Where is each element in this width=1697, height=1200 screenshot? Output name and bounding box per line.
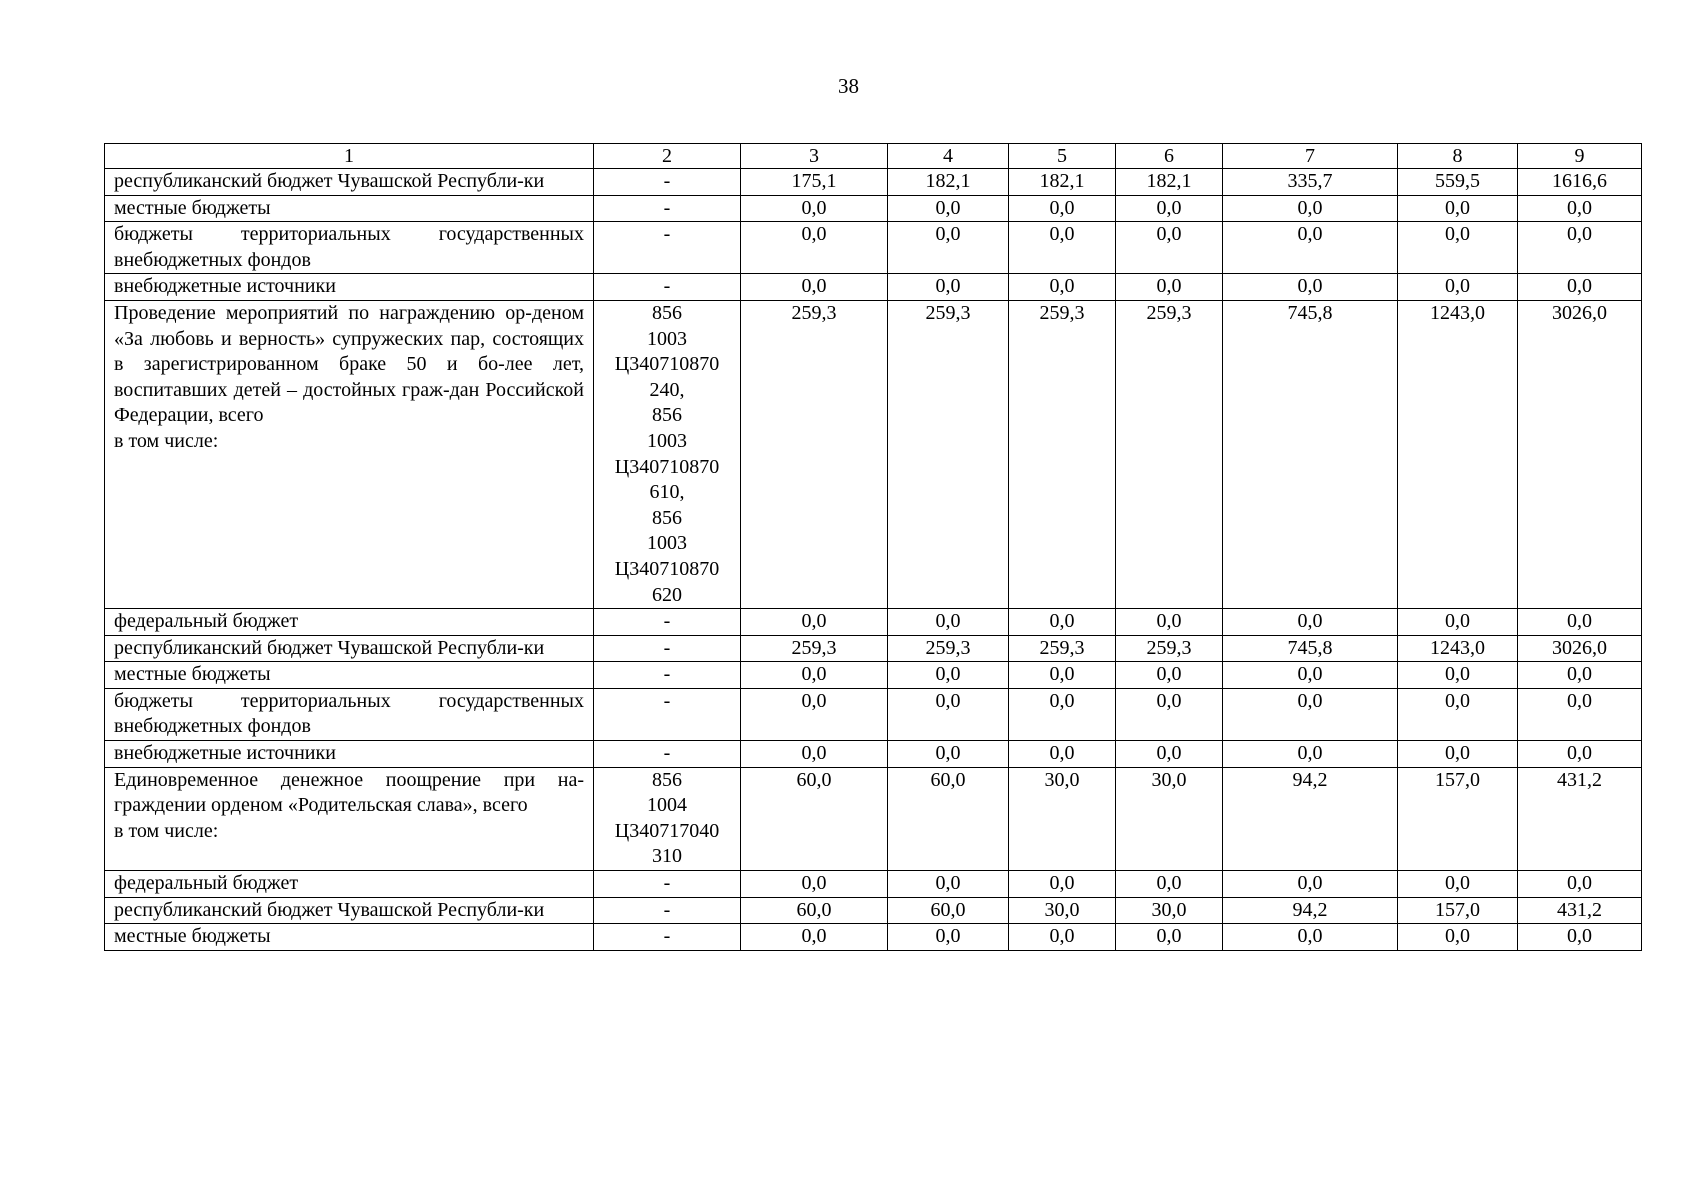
row-value-cell: 0,0 xyxy=(741,195,888,222)
row-name-cell xyxy=(105,609,594,636)
row-name-cell xyxy=(105,274,594,301)
column-header: 8 xyxy=(1398,144,1518,169)
row-value-cell: 60,0 xyxy=(888,767,1009,870)
row-code-line: - xyxy=(663,223,671,246)
row-value-cell: 259,3 xyxy=(1009,300,1116,608)
row-value-cell: 0,0 xyxy=(741,609,888,636)
row-name-text: в том числе: xyxy=(114,429,219,452)
row-name-text: Единовременное денежное поощрение при на-граждении орденом «Родительская слава», всего xyxy=(114,768,584,817)
row-value-cell: 0,0 xyxy=(1518,274,1642,301)
row-value-cell: 0,0 xyxy=(1398,274,1518,301)
row-value-cell: 60,0 xyxy=(888,897,1009,924)
row-code-cell xyxy=(594,609,741,636)
row-code-cell xyxy=(594,274,741,301)
row-value-cell: 0,0 xyxy=(1518,871,1642,898)
row-code-line: - xyxy=(663,636,671,659)
row-value-cell: 0,0 xyxy=(1116,924,1223,951)
row-code-cell xyxy=(594,635,741,662)
row-code-line: - xyxy=(663,872,671,895)
row-value-cell: 3026,0 xyxy=(1518,635,1642,662)
row-value-cell: 0,0 xyxy=(1009,741,1116,768)
row-code-line: - xyxy=(663,196,671,219)
row-value-cell: 3026,0 xyxy=(1518,300,1642,608)
table-row xyxy=(105,897,1642,924)
row-name-text: бюджеты территориальных государственных внебюджетных фондов xyxy=(114,223,584,271)
row-name-cell xyxy=(105,871,594,898)
row-value-cell: 182,1 xyxy=(1116,169,1223,196)
row-code-line: - xyxy=(663,925,671,948)
row-name-text: федеральный бюджет xyxy=(114,872,299,895)
row-code-line: 240, xyxy=(649,378,685,401)
row-code-cell xyxy=(594,662,741,689)
row-code-line: Ц340710870 xyxy=(614,353,720,376)
table-row xyxy=(105,688,1642,740)
row-code-line: 856 xyxy=(652,301,682,324)
column-header: 7 xyxy=(1223,144,1398,169)
row-value-cell: 0,0 xyxy=(741,741,888,768)
row-value-cell: 431,2 xyxy=(1518,897,1642,924)
row-value-cell: 0,0 xyxy=(741,924,888,951)
table-row xyxy=(105,871,1642,898)
row-value-cell: 0,0 xyxy=(741,688,888,740)
row-value-cell: 0,0 xyxy=(1518,222,1642,274)
row-name-text: внебюджетные источники xyxy=(114,742,336,765)
row-value-cell: 259,3 xyxy=(1009,635,1116,662)
row-value-cell: 1616,6 xyxy=(1518,169,1642,196)
row-value-cell: 431,2 xyxy=(1518,767,1642,870)
row-value-cell: 30,0 xyxy=(1009,767,1116,870)
row-value-cell: 0,0 xyxy=(1518,195,1642,222)
row-code-cell xyxy=(594,767,741,870)
row-code-cell xyxy=(594,169,741,196)
row-name-cell xyxy=(105,662,594,689)
row-value-cell: 259,3 xyxy=(888,300,1009,608)
row-value-cell: 0,0 xyxy=(1223,871,1398,898)
row-value-cell: 0,0 xyxy=(741,662,888,689)
row-code-cell xyxy=(594,688,741,740)
column-header: 3 xyxy=(741,144,888,169)
table-row xyxy=(105,274,1642,301)
row-value-cell: 0,0 xyxy=(888,609,1009,636)
row-value-cell: 0,0 xyxy=(1116,274,1223,301)
row-value-cell: 0,0 xyxy=(1116,222,1223,274)
row-name-cell xyxy=(105,897,594,924)
row-value-cell: 175,1 xyxy=(741,169,888,196)
row-code-line: 1003 xyxy=(647,532,687,555)
row-value-cell: 0,0 xyxy=(1009,871,1116,898)
column-header: 9 xyxy=(1518,144,1642,169)
row-name-cell xyxy=(105,300,594,608)
table-row xyxy=(105,924,1642,951)
row-value-cell: 0,0 xyxy=(1223,741,1398,768)
row-value-cell: 0,0 xyxy=(1116,609,1223,636)
row-value-cell: 0,0 xyxy=(1116,871,1223,898)
row-value-cell: 0,0 xyxy=(888,274,1009,301)
row-value-cell: 0,0 xyxy=(1398,195,1518,222)
row-value-cell: 0,0 xyxy=(1009,609,1116,636)
table-row xyxy=(105,767,1642,870)
row-name-cell xyxy=(105,688,594,740)
row-value-cell: 94,2 xyxy=(1223,767,1398,870)
budget-table xyxy=(104,143,1642,951)
row-name-cell xyxy=(105,767,594,870)
row-value-cell: 0,0 xyxy=(1518,662,1642,689)
row-code-line: 856 xyxy=(652,404,682,427)
row-value-cell: 182,1 xyxy=(1009,169,1116,196)
row-value-cell: 0,0 xyxy=(888,688,1009,740)
row-name-text: бюджеты территориальных государственных внебюджетных фондов xyxy=(114,689,584,738)
row-value-cell: 182,1 xyxy=(888,169,1009,196)
row-value-cell: 0,0 xyxy=(1223,662,1398,689)
column-header: 4 xyxy=(888,144,1009,169)
row-name-text: в том числе: xyxy=(114,819,219,842)
page-number: 38 xyxy=(838,74,859,98)
row-code-line: 856 xyxy=(652,506,682,529)
row-value-cell: 0,0 xyxy=(1398,871,1518,898)
table-row xyxy=(105,195,1642,222)
row-value-cell: 0,0 xyxy=(1223,688,1398,740)
table-row xyxy=(105,222,1642,274)
row-code-cell xyxy=(594,871,741,898)
row-code-line: - xyxy=(663,689,671,712)
row-value-cell: 745,8 xyxy=(1223,635,1398,662)
column-header: 5 xyxy=(1009,144,1116,169)
row-code-cell xyxy=(594,222,741,274)
row-value-cell: 1243,0 xyxy=(1398,635,1518,662)
row-name-text: местные бюджеты xyxy=(114,925,271,948)
table-row xyxy=(105,300,1642,608)
row-code-line: - xyxy=(663,898,671,921)
row-value-cell: 0,0 xyxy=(888,662,1009,689)
row-code-line: 1003 xyxy=(647,327,687,350)
row-value-cell: 0,0 xyxy=(1009,662,1116,689)
row-value-cell: 0,0 xyxy=(1518,924,1642,951)
row-value-cell: 0,0 xyxy=(1398,662,1518,689)
row-name-text: местные бюджеты xyxy=(114,196,271,219)
row-code-line: Ц340710870 xyxy=(614,557,720,580)
row-value-cell: 60,0 xyxy=(741,767,888,870)
row-code-cell xyxy=(594,741,741,768)
table-body xyxy=(105,169,1642,951)
table-row xyxy=(105,169,1642,196)
row-value-cell: 0,0 xyxy=(1518,609,1642,636)
row-code-line: - xyxy=(663,742,671,765)
row-name-cell xyxy=(105,222,594,274)
row-name-cell xyxy=(105,741,594,768)
row-value-cell: 0,0 xyxy=(888,222,1009,274)
row-name-text: республиканский бюджет Чувашской Республи-ки xyxy=(114,898,545,921)
row-name-text: федеральный бюджет xyxy=(114,610,299,633)
row-code-line: - xyxy=(663,610,671,633)
row-value-cell: 259,3 xyxy=(888,635,1009,662)
row-value-cell: 0,0 xyxy=(741,222,888,274)
row-code-line: 610, xyxy=(649,481,685,504)
row-value-cell: 0,0 xyxy=(1223,195,1398,222)
row-name-text: местные бюджеты xyxy=(114,663,271,686)
row-value-cell: 0,0 xyxy=(1116,662,1223,689)
row-value-cell: 0,0 xyxy=(741,274,888,301)
row-value-cell: 0,0 xyxy=(1398,688,1518,740)
row-value-cell: 745,8 xyxy=(1223,300,1398,608)
row-value-cell: 0,0 xyxy=(1223,274,1398,301)
row-value-cell: 0,0 xyxy=(1398,741,1518,768)
row-code-line: 856 xyxy=(652,768,682,791)
row-value-cell: 0,0 xyxy=(888,924,1009,951)
row-value-cell: 0,0 xyxy=(1398,222,1518,274)
row-value-cell: 0,0 xyxy=(888,871,1009,898)
row-value-cell: 0,0 xyxy=(1116,688,1223,740)
row-code-line: 1004 xyxy=(647,794,687,817)
row-name-text: республиканский бюджет Чувашской Республи-ки xyxy=(114,170,545,192)
row-value-cell: 0,0 xyxy=(741,871,888,898)
row-value-cell: 0,0 xyxy=(1009,688,1116,740)
row-value-cell: 0,0 xyxy=(1223,222,1398,274)
row-name-text: внебюджетные источники xyxy=(114,275,336,298)
row-value-cell: 0,0 xyxy=(1009,274,1116,301)
row-value-cell: 0,0 xyxy=(1223,609,1398,636)
row-value-cell: 335,7 xyxy=(1223,169,1398,196)
row-value-cell: 259,3 xyxy=(741,635,888,662)
row-value-cell: 0,0 xyxy=(888,195,1009,222)
row-value-cell: 0,0 xyxy=(1398,609,1518,636)
row-value-cell: 0,0 xyxy=(1518,688,1642,740)
table-row xyxy=(105,662,1642,689)
row-value-cell: 30,0 xyxy=(1116,767,1223,870)
table-header-row xyxy=(105,144,1642,169)
column-header: 2 xyxy=(594,144,741,169)
row-value-cell: 157,0 xyxy=(1398,897,1518,924)
row-name-cell xyxy=(105,169,594,196)
row-name-cell xyxy=(105,635,594,662)
table-row xyxy=(105,609,1642,636)
row-value-cell: 157,0 xyxy=(1398,767,1518,870)
table-row xyxy=(105,741,1642,768)
row-value-cell: 259,3 xyxy=(1116,635,1223,662)
row-value-cell: 559,5 xyxy=(1398,169,1518,196)
column-header: 6 xyxy=(1116,144,1223,169)
row-code-cell xyxy=(594,195,741,222)
row-name-cell xyxy=(105,195,594,222)
row-value-cell: 0,0 xyxy=(1223,924,1398,951)
table-row xyxy=(105,635,1642,662)
row-value-cell: 259,3 xyxy=(741,300,888,608)
row-value-cell: 0,0 xyxy=(1009,195,1116,222)
column-header: 1 xyxy=(105,144,594,169)
row-code-cell xyxy=(594,897,741,924)
row-code-cell xyxy=(594,300,741,608)
row-value-cell: 30,0 xyxy=(1116,897,1223,924)
row-name-cell xyxy=(105,924,594,951)
row-name-text: Проведение мероприятий по награждению ор-деном «За любовь и верность» супружеских пар, состоящих в зарегистрированном браке 50 и бо-лее лет, воспитавших детей – достойных граж-дан Российской Федерации, всего xyxy=(114,301,584,427)
row-value-cell: 0,0 xyxy=(1116,741,1223,768)
row-value-cell: 0,0 xyxy=(1009,924,1116,951)
row-value-cell: 94,2 xyxy=(1223,897,1398,924)
row-value-cell: 0,0 xyxy=(1398,924,1518,951)
row-code-line: 310 xyxy=(652,845,682,868)
row-code-line: - xyxy=(663,663,671,686)
row-value-cell: 30,0 xyxy=(1009,897,1116,924)
row-code-line: - xyxy=(663,170,671,192)
row-code-line: Ц340710870 xyxy=(614,455,720,478)
row-code-line: Ц340717040 xyxy=(614,819,720,842)
row-value-cell: 0,0 xyxy=(1009,222,1116,274)
row-code-line: 1003 xyxy=(647,429,687,452)
row-value-cell: 0,0 xyxy=(1116,195,1223,222)
row-code-line: 620 xyxy=(652,583,682,606)
row-value-cell: 0,0 xyxy=(1518,741,1642,768)
row-value-cell: 259,3 xyxy=(1116,300,1223,608)
row-code-cell xyxy=(594,924,741,951)
row-value-cell: 0,0 xyxy=(888,741,1009,768)
row-code-line: - xyxy=(663,275,671,298)
row-value-cell: 60,0 xyxy=(741,897,888,924)
row-value-cell: 1243,0 xyxy=(1398,300,1518,608)
row-name-text: республиканский бюджет Чувашской Республи-ки xyxy=(114,636,545,659)
